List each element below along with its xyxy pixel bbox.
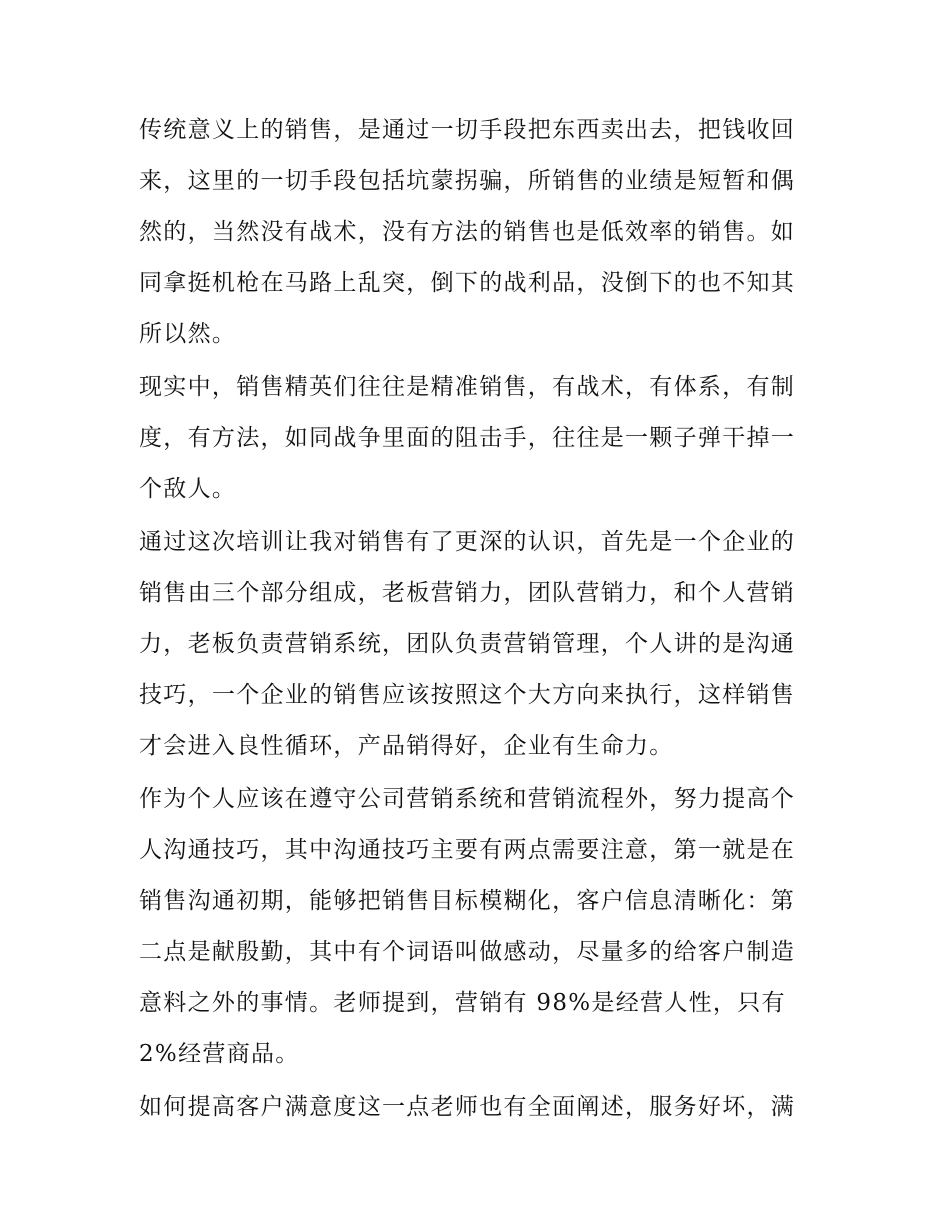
paragraph-customer-satisfaction	[139, 1082, 819, 1133]
text-line: 传统意义上的销售，是通过一切手段把东西卖出去，把钱收回	[139, 117, 796, 143]
text-line: 同拿挺机枪在马路上乱突，倒下的战利品，没倒下的也不知其	[139, 270, 796, 296]
text-line: 然的，当然没有战术，没有方法的销售也是低效率的销售。如	[139, 219, 796, 245]
body-text	[139, 105, 819, 1133]
text-line: 2%经营商品。	[139, 1041, 300, 1067]
paragraph-traditional-sales	[139, 105, 819, 360]
text-line: 技巧，一个企业的销售应该按照这个大方向来执行，这样销售	[139, 682, 796, 708]
paragraph-personal-skills	[139, 774, 819, 1080]
text-line: 如何提高客户满意度这一点老师也有全面阐述，服务好坏，满	[139, 1094, 796, 1120]
text-line: 销售沟通初期，能够把销售目标模糊化，客户信息清晰化：第	[139, 888, 796, 914]
text-line: 才会进入良性循环，产品销得好，企业有生命力。	[139, 733, 674, 759]
text-line: 意料之外的事情。老师提到，营销有 98%是经营人性，只有	[139, 990, 786, 1016]
text-line: 力，老板负责营销系统，团队负责营销管理，个人讲的是沟通	[139, 631, 796, 657]
text-line: 个敌人。	[139, 476, 237, 502]
text-line: 所以然。	[139, 321, 237, 347]
text-line: 来，这里的一切手段包括坑蒙拐骗，所销售的业绩是短暂和偶	[139, 168, 796, 194]
text-line: 度，有方法，如同战争里面的阻击手，往往是一颗子弹干掉一	[139, 425, 796, 451]
paragraph-training-insight	[139, 517, 819, 772]
text-line: 作为个人应该在遵守公司营销系统和营销流程外，努力提高个	[139, 786, 796, 812]
paragraph-sales-elites	[139, 362, 819, 515]
text-line: 通过这次培训让我对销售有了更深的认识，首先是一个企业的	[139, 529, 796, 555]
text-line: 二点是献殷勤，其中有个词语叫做感动，尽量多的给客户制造	[139, 939, 796, 965]
text-line: 人沟通技巧，其中沟通技巧主要有两点需要注意，第一就是在	[139, 837, 796, 863]
text-line: 现实中，销售精英们往往是精准销售，有战术，有体系，有制	[139, 374, 796, 400]
text-line: 销售由三个部分组成，老板营销力，团队营销力，和个人营销	[139, 580, 796, 606]
